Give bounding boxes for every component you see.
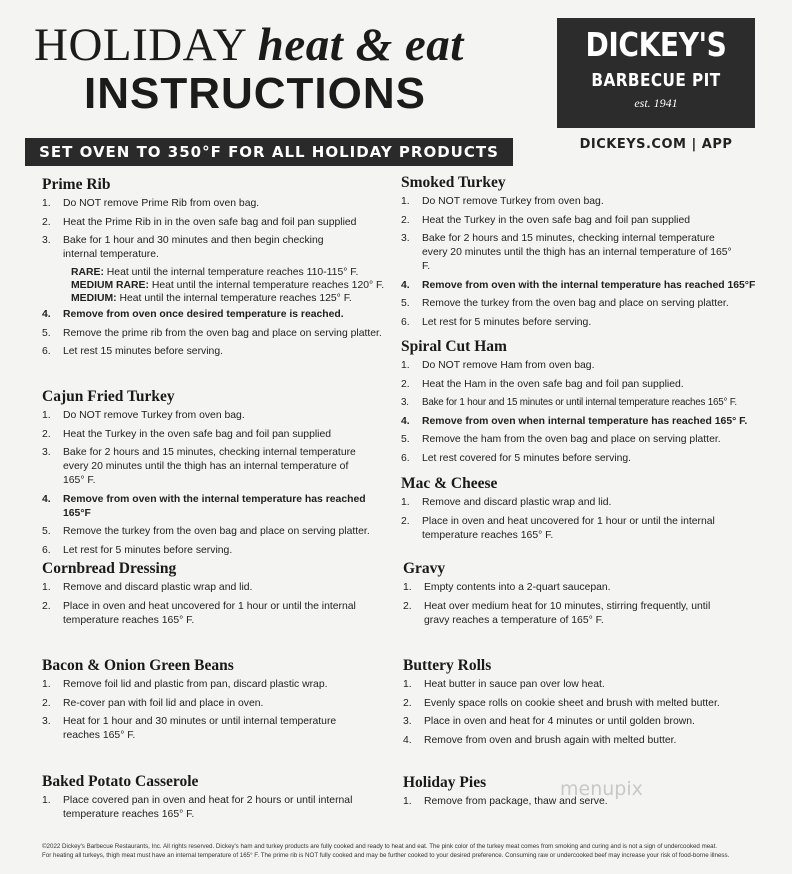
section-spiral-ham — [401, 338, 761, 470]
section-title: Mac & Cheese — [401, 475, 498, 492]
list-item: 1. Remove foil lid and plastic from pan, discard plastic wrap. — [42, 678, 372, 692]
list-item: 4. Remove from oven with the internal temperature has reached 165°F — [42, 493, 394, 521]
list-item: 2. Evenly space rolls on cookie sheet and brush with melted butter. — [403, 697, 748, 711]
list-item: 6. Let rest 15 minutes before serving. — [42, 345, 392, 359]
list-item: 5. Remove the turkey from the oven bag and place on serving platter. — [401, 297, 761, 311]
list-item: 4. Remove from oven once desired temperature is reached. — [42, 308, 392, 322]
doneness-medium-rare — [63, 279, 392, 292]
list-item: 3. Bake for 1 hour and 15 minutes or until internal temperature reaches 165° F. — [401, 396, 761, 410]
section-gravy — [403, 560, 748, 632]
list-item: 2. Place in oven and heat uncovered for 1 hour or until the internal temperature reaches 165° F. — [42, 600, 368, 628]
section-title: Prime Rib — [42, 176, 111, 193]
title-regular: HOLIDAY — [34, 19, 246, 71]
list-item-text: 3. Bake for 1 hour and 30 minutes and then begin checking internal temperature. — [63, 235, 324, 260]
section-title: Smoked Turkey — [401, 174, 506, 191]
list-item: 5. Remove the turkey from the oven bag and place on serving platter. — [42, 525, 394, 539]
doneness-label: RARE: — [71, 267, 104, 278]
section-cajun-turkey — [42, 388, 394, 562]
section-buttery-rolls — [403, 657, 748, 752]
section-title: Buttery Rolls — [403, 657, 492, 674]
list-item: 6. Let rest covered for 5 minutes before serving. — [401, 452, 761, 466]
list-item: 1. Do NOT remove Turkey from oven bag. — [42, 409, 394, 423]
website-link[interactable]: DICKEYS.COM | APP — [579, 137, 733, 152]
list-item: 6. Let rest for 5 minutes before serving. — [42, 544, 394, 558]
list-item: 2. Place in oven and heat uncovered for 1 hour or until the internal temperature reaches 165° F. — [401, 515, 727, 543]
title-instructions: INSTRUCTIONS — [84, 69, 426, 118]
doneness-text: Heat until the internal temperature reaches 110-115° F. — [106, 267, 359, 278]
title-holiday — [34, 19, 464, 71]
doneness-text: Heat until the internal temperature reaches 125° F. — [119, 293, 352, 304]
list-item: 4. Remove from oven with the internal temperature has reached 165°F — [401, 279, 761, 293]
section-title: Cajun Fried Turkey — [42, 388, 175, 405]
title-script: heat & eat — [257, 19, 464, 71]
section-green-beans — [42, 657, 372, 748]
list-item: 1. Place covered pan in oven and heat for 2 hours or until internal temperature reaches 165° F. — [42, 794, 368, 822]
list-item: 2. Re-cover pan with foil lid and place in oven. — [42, 697, 372, 711]
list-item: 4. Remove from oven and brush again with melted butter. — [403, 734, 748, 748]
section-cornbread-dressing — [42, 560, 372, 632]
list-item — [42, 234, 392, 305]
list-item: 6. Let rest for 5 minutes before serving. — [401, 316, 761, 330]
section-title: Bacon & Onion Green Beans — [42, 657, 234, 674]
list-item: 2. Heat over medium heat for 10 minutes, stirring frequently, until gravy reaches a temperature of 165° F. — [403, 600, 714, 628]
logo-sub: BARBECUE PIT — [591, 70, 721, 91]
logo-name: DICKEY'S — [585, 25, 727, 64]
list-item: 1. Empty contents into a 2-quart saucepan. — [403, 581, 748, 595]
list-item: 5. Remove the ham from the oven bag and place on serving platter. — [401, 433, 761, 447]
section-title: Holiday Pies — [403, 774, 487, 791]
list-item: 3. Heat for 1 hour and 30 minutes or until internal temperature reaches 165° F. — [42, 715, 353, 743]
legal-footer — [42, 842, 762, 860]
doneness-medium — [63, 292, 392, 305]
logo-est: est. 1941 — [634, 96, 678, 110]
list-item: 4. Remove from oven when internal temperature has reached 165° F. — [401, 415, 761, 429]
list-item: 1. Do NOT remove Ham from oven bag. — [401, 359, 761, 373]
list-item: 1. Remove and discard plastic wrap and lid. — [42, 581, 372, 595]
oven-temp-banner: SET OVEN TO 350°F FOR ALL HOLIDAY PRODUCTS — [25, 138, 513, 166]
section-potato-casserole — [42, 773, 372, 827]
list-item: 2. Heat the Turkey in the oven safe bag and foil pan supplied — [401, 214, 761, 228]
doneness-rare — [63, 266, 392, 279]
section-title: Spiral Cut Ham — [401, 338, 507, 355]
list-item: 1. Remove and discard plastic wrap and lid. — [401, 496, 746, 510]
dickeys-logo — [557, 18, 755, 128]
list-item: 2. Heat the Turkey in the oven safe bag and foil pan supplied — [42, 428, 394, 442]
section-mac-cheese — [401, 475, 746, 547]
list-item: 1. Remove from package, thaw and serve. — [403, 795, 748, 809]
list-item: 1. Heat butter in sauce pan over low heat. — [403, 678, 748, 692]
doneness-list — [63, 266, 392, 305]
list-item: 3. Bake for 2 hours and 15 minutes, checking internal temperature every 20 minutes until the thigh has an internal temperature of 165° F. — [401, 232, 737, 274]
list-item: 3. Place in oven and heat for 4 minutes or until golden brown. — [403, 715, 748, 729]
list-item: 2. Heat the Prime Rib in in the oven safe bag and foil pan supplied — [42, 216, 392, 230]
list-item: 3. Bake for 2 hours and 15 minutes, checking internal temperature every 20 minutes until the thigh has an internal temperature of 165° F. — [42, 446, 363, 488]
list-item: 1. Do NOT remove Prime Rib from oven bag. — [42, 197, 392, 211]
footer-line: ©2022 Dickey's Barbecue Restaurants, Inc. All rights reserved. Dickey's ham and turkey products are fully cooked and ready to heat and eat. The pink color of the turkey meat comes from smoking and curing and is not a sign of undercooked meat. — [42, 843, 718, 850]
footer-line: For heating all turkeys, thigh meat must have an internal temperature of 165° F. The prime rib is NOT fully cooked and may be further cooked to your desired preference. Consuming raw or undercooked beef may increase your risk of food-borne illness. — [42, 852, 730, 859]
section-prime-rib — [42, 176, 392, 364]
section-smoked-turkey — [401, 174, 761, 334]
section-title: Gravy — [403, 560, 446, 577]
list-item: 2. Heat the Ham in the oven safe bag and foil pan supplied. — [401, 378, 761, 392]
menupix-watermark: menupix — [560, 778, 643, 800]
doneness-label: MEDIUM: — [71, 293, 117, 304]
doneness-label: MEDIUM RARE: — [71, 280, 149, 291]
list-item: 1. Do NOT remove Turkey from oven bag. — [401, 195, 761, 209]
section-title: Baked Potato Casserole — [42, 773, 199, 790]
list-item: 5. Remove the prime rib from the oven bag and place on serving platter. — [42, 327, 392, 341]
doneness-text: Heat until the internal temperature reaches 120° F. — [151, 280, 385, 291]
section-title: Cornbread Dressing — [42, 560, 177, 577]
